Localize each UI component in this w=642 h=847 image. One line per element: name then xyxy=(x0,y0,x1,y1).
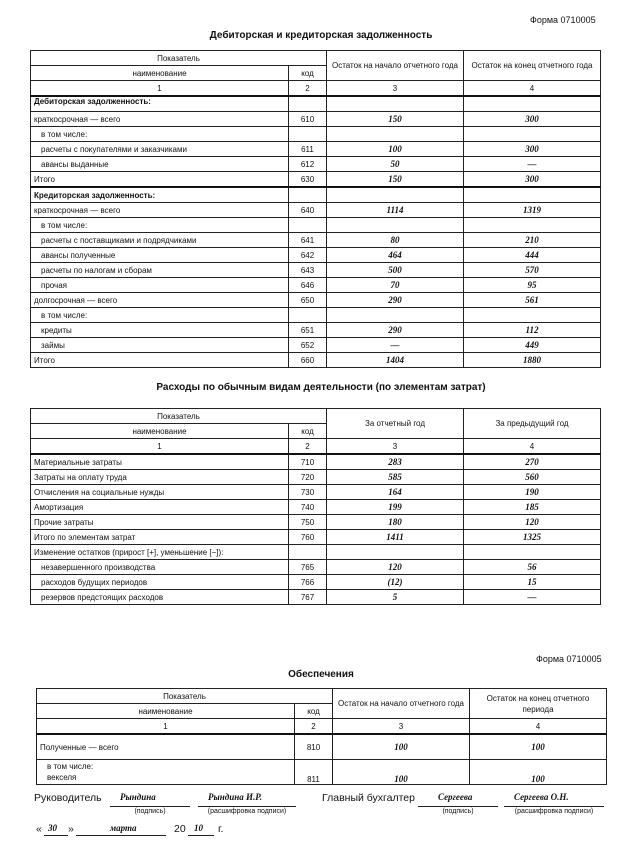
row-end xyxy=(464,96,601,112)
row-name: расчеты по налогам и сборам xyxy=(31,263,289,278)
row-start: 80 xyxy=(327,233,464,248)
header-num: 3 xyxy=(327,81,464,97)
table-row xyxy=(31,157,601,172)
table-row xyxy=(31,590,601,605)
header-num: 1 xyxy=(31,439,289,455)
row-start: 100 xyxy=(333,734,470,760)
row-end: 300 xyxy=(464,112,601,127)
table-row xyxy=(31,560,601,575)
header-num: 1 xyxy=(31,81,289,97)
table-row xyxy=(31,248,601,263)
securities-table xyxy=(36,688,607,785)
row-end: 300 xyxy=(464,172,601,188)
table-row xyxy=(31,530,601,545)
header-num: 4 xyxy=(464,439,601,455)
table-row xyxy=(31,470,601,485)
header-name: наименование xyxy=(31,66,289,81)
row-name: прочая xyxy=(31,278,289,293)
row-code: 710 xyxy=(289,454,327,470)
row-code xyxy=(289,96,327,112)
row-current: 180 xyxy=(327,515,464,530)
accountant-name-caption: (расшифровка подписи) xyxy=(514,808,594,815)
table-row xyxy=(31,127,601,142)
table-row xyxy=(31,263,601,278)
table-row xyxy=(31,187,601,203)
header-end: Остаток на конец отчетного года xyxy=(464,51,601,81)
expenses-title: Расходы по обычным видам деятельности (по элементам затрат) xyxy=(156,382,486,393)
row-end xyxy=(464,127,601,142)
row-current: 199 xyxy=(327,500,464,515)
row-name: долгосрочная — всего xyxy=(31,293,289,308)
table-row xyxy=(37,734,607,760)
row-previous: — xyxy=(464,590,601,605)
row-start: 100 xyxy=(327,142,464,157)
date-century: 20 xyxy=(174,823,186,835)
row-name: Итого xyxy=(31,172,289,188)
table-row xyxy=(31,485,601,500)
row-name: расходов будущих периодов xyxy=(31,575,289,590)
row-code: 651 xyxy=(289,323,327,338)
expenses-table xyxy=(30,408,601,605)
row-code xyxy=(289,127,327,142)
table-row xyxy=(31,112,601,127)
accountant-signature-caption: (подпись) xyxy=(442,808,474,815)
head-name: Рындина И.Р. xyxy=(208,792,263,802)
form-code: Форма 0710005 xyxy=(530,15,596,25)
row-code: 641 xyxy=(289,233,327,248)
row-start: 500 xyxy=(327,263,464,278)
row-start: 150 xyxy=(327,112,464,127)
row-name: в том числе: xyxy=(31,218,289,233)
date-close-quote: » xyxy=(68,823,74,835)
table-row xyxy=(31,575,601,590)
table-row xyxy=(31,293,601,308)
row-current: 5 xyxy=(327,590,464,605)
row-name: Дебиторская задолженность: xyxy=(31,96,289,112)
row-code: 610 xyxy=(289,112,327,127)
row-code: 750 xyxy=(289,515,327,530)
row-start: 150 xyxy=(327,172,464,188)
row-current: 283 xyxy=(327,454,464,470)
row-name: расчеты с покупателями и заказчиками xyxy=(31,142,289,157)
row-name: незавершенного производства xyxy=(31,560,289,575)
head-name-caption: (расшифровка подписи) xyxy=(207,808,287,815)
row-previous: 560 xyxy=(464,470,601,485)
table-row xyxy=(31,353,601,368)
table-row xyxy=(31,142,601,157)
row-code: 630 xyxy=(289,172,327,188)
table-row xyxy=(31,308,601,323)
header-code: код xyxy=(289,66,327,81)
date-year-line xyxy=(188,835,214,836)
accountant-signature-line xyxy=(418,806,498,807)
header-num: 3 xyxy=(327,439,464,455)
receivables-table xyxy=(30,50,601,368)
row-name: Материальные затраты xyxy=(31,454,289,470)
row-current: 585 xyxy=(327,470,464,485)
row-code xyxy=(289,187,327,203)
row-start: 290 xyxy=(327,293,464,308)
date-day-line xyxy=(44,835,68,836)
row-name: резервов предстоящих расходов xyxy=(31,590,289,605)
row-name: в том числе: xyxy=(31,308,289,323)
row-end: 95 xyxy=(464,278,601,293)
date-year: 10 xyxy=(194,823,203,833)
row-name-line: в том числе: xyxy=(47,762,94,771)
row-name: Полученные — всего xyxy=(37,734,295,760)
head-signature-line xyxy=(110,806,190,807)
table-row xyxy=(31,338,601,353)
header-num: 1 xyxy=(37,719,295,735)
head-label: Руководитель xyxy=(34,792,102,804)
row-end: 210 xyxy=(464,233,601,248)
row-start: 70 xyxy=(327,278,464,293)
row-current: 1411 xyxy=(327,530,464,545)
row-code: 720 xyxy=(289,470,327,485)
row-start: 1404 xyxy=(327,353,464,368)
row-name: Итого по элементам затрат xyxy=(31,530,289,545)
header-num: 2 xyxy=(289,439,327,455)
row-code xyxy=(289,308,327,323)
table-row xyxy=(31,96,601,112)
row-end: 100 xyxy=(470,760,607,785)
date-month: марта xyxy=(110,823,137,833)
table-row xyxy=(31,278,601,293)
row-name: авансы выданные xyxy=(31,157,289,172)
accountant-signature: Сергеева xyxy=(438,792,473,802)
header-num: 4 xyxy=(470,719,607,735)
date-open-quote: « xyxy=(36,823,42,835)
row-code: 730 xyxy=(289,485,327,500)
table-row xyxy=(31,323,601,338)
row-code xyxy=(289,545,327,560)
date-suffix: г. xyxy=(218,823,224,835)
table-row xyxy=(31,172,601,188)
header-indicator: Показатель xyxy=(31,409,327,424)
row-start: 100 xyxy=(333,760,470,785)
row-end: — xyxy=(464,157,601,172)
row-name: Амортизация xyxy=(31,500,289,515)
row-code: 760 xyxy=(289,530,327,545)
row-previous: 120 xyxy=(464,515,601,530)
accountant-name: Сергеева О.Н. xyxy=(514,792,569,802)
table-row xyxy=(31,545,601,560)
row-end: 100 xyxy=(470,734,607,760)
row-name-line: векселя xyxy=(47,773,77,782)
row-code: 652 xyxy=(289,338,327,353)
row-name: расчеты с поставщиками и подрядчиками xyxy=(31,233,289,248)
row-name: краткосрочная — всего xyxy=(31,112,289,127)
row-end: 570 xyxy=(464,263,601,278)
securities-title: Обеспечения xyxy=(288,669,354,680)
head-name-line xyxy=(198,806,296,807)
header-previous: За предыдущий год xyxy=(464,409,601,439)
row-end: 112 xyxy=(464,323,601,338)
row-name: Затраты на оплату труда xyxy=(31,470,289,485)
row-code: 646 xyxy=(289,278,327,293)
head-signature: Рындина xyxy=(120,792,156,802)
row-code: 811 xyxy=(295,760,333,785)
accountant-label: Главный бухгалтер xyxy=(322,792,415,804)
row-code: 766 xyxy=(289,575,327,590)
row-end: 1880 xyxy=(464,353,601,368)
row-end: 300 xyxy=(464,142,601,157)
row-end xyxy=(464,308,601,323)
header-end: Остаток на конец отчетного периода xyxy=(470,689,607,719)
header-indicator: Показатель xyxy=(31,51,327,66)
row-current: 120 xyxy=(327,560,464,575)
row-name: Итого xyxy=(31,353,289,368)
row-name: Прочие затраты xyxy=(31,515,289,530)
table-row xyxy=(31,218,601,233)
table-row xyxy=(31,515,601,530)
row-end xyxy=(464,187,601,203)
row-previous: 185 xyxy=(464,500,601,515)
table-row xyxy=(37,760,607,785)
row-start: 1114 xyxy=(327,203,464,218)
header-code: код xyxy=(295,704,333,719)
table-row xyxy=(31,454,601,470)
row-start xyxy=(327,96,464,112)
row-code: 642 xyxy=(289,248,327,263)
row-code: 650 xyxy=(289,293,327,308)
row-code: 640 xyxy=(289,203,327,218)
header-num: 4 xyxy=(464,81,601,97)
header-indicator: Показатель xyxy=(37,689,333,704)
row-code: 767 xyxy=(289,590,327,605)
header-start: Остаток на начало отчетного года xyxy=(333,689,470,719)
header-current: За отчетный год xyxy=(327,409,464,439)
table-row xyxy=(31,203,601,218)
row-current: 164 xyxy=(327,485,464,500)
row-name: авансы полученные xyxy=(31,248,289,263)
row-code: 660 xyxy=(289,353,327,368)
head-signature-caption: (подпись) xyxy=(134,808,166,815)
form-code-2: Форма 0710005 xyxy=(536,654,602,664)
row-name: в том числе: xyxy=(31,127,289,142)
row-name: краткосрочная — всего xyxy=(31,203,289,218)
row-end: 444 xyxy=(464,248,601,263)
row-start xyxy=(327,308,464,323)
header-num: 2 xyxy=(295,719,333,735)
row-code: 643 xyxy=(289,263,327,278)
row-start: 290 xyxy=(327,323,464,338)
row-start xyxy=(327,127,464,142)
row-current: (12) xyxy=(327,575,464,590)
row-previous: 190 xyxy=(464,485,601,500)
row-end: 561 xyxy=(464,293,601,308)
row-end xyxy=(464,218,601,233)
header-start: Остаток на начало отчетного года xyxy=(327,51,464,81)
row-start: — xyxy=(327,338,464,353)
row-code xyxy=(289,218,327,233)
accountant-name-line xyxy=(504,806,604,807)
header-name: наименование xyxy=(31,424,289,439)
row-name: займы xyxy=(31,338,289,353)
row-name xyxy=(37,760,295,785)
header-num: 2 xyxy=(289,81,327,97)
row-start xyxy=(327,218,464,233)
row-code: 765 xyxy=(289,560,327,575)
row-previous: 1325 xyxy=(464,530,601,545)
row-code: 810 xyxy=(295,734,333,760)
row-end: 449 xyxy=(464,338,601,353)
row-previous: 56 xyxy=(464,560,601,575)
row-start xyxy=(327,187,464,203)
header-name: наименование xyxy=(37,704,295,719)
row-name: Отчисления на социальные нужды xyxy=(31,485,289,500)
table-row xyxy=(31,233,601,248)
receivables-title: Дебиторская и кредиторская задолженность xyxy=(209,30,433,41)
table-row xyxy=(31,500,601,515)
row-name: Изменение остатков (прирост [+], уменьшение [−]): xyxy=(31,545,289,560)
date-month-line xyxy=(76,835,166,836)
row-name: кредиты xyxy=(31,323,289,338)
row-previous: 15 xyxy=(464,575,601,590)
row-start: 464 xyxy=(327,248,464,263)
header-num: 3 xyxy=(333,719,470,735)
row-code: 612 xyxy=(289,157,327,172)
row-previous: 270 xyxy=(464,454,601,470)
date-day: 30 xyxy=(48,823,57,833)
row-name: Кредиторская задолженность: xyxy=(31,187,289,203)
row-end: 1319 xyxy=(464,203,601,218)
row-current xyxy=(327,545,464,560)
row-code: 611 xyxy=(289,142,327,157)
row-code: 740 xyxy=(289,500,327,515)
row-previous xyxy=(464,545,601,560)
header-code: код xyxy=(289,424,327,439)
row-start: 50 xyxy=(327,157,464,172)
